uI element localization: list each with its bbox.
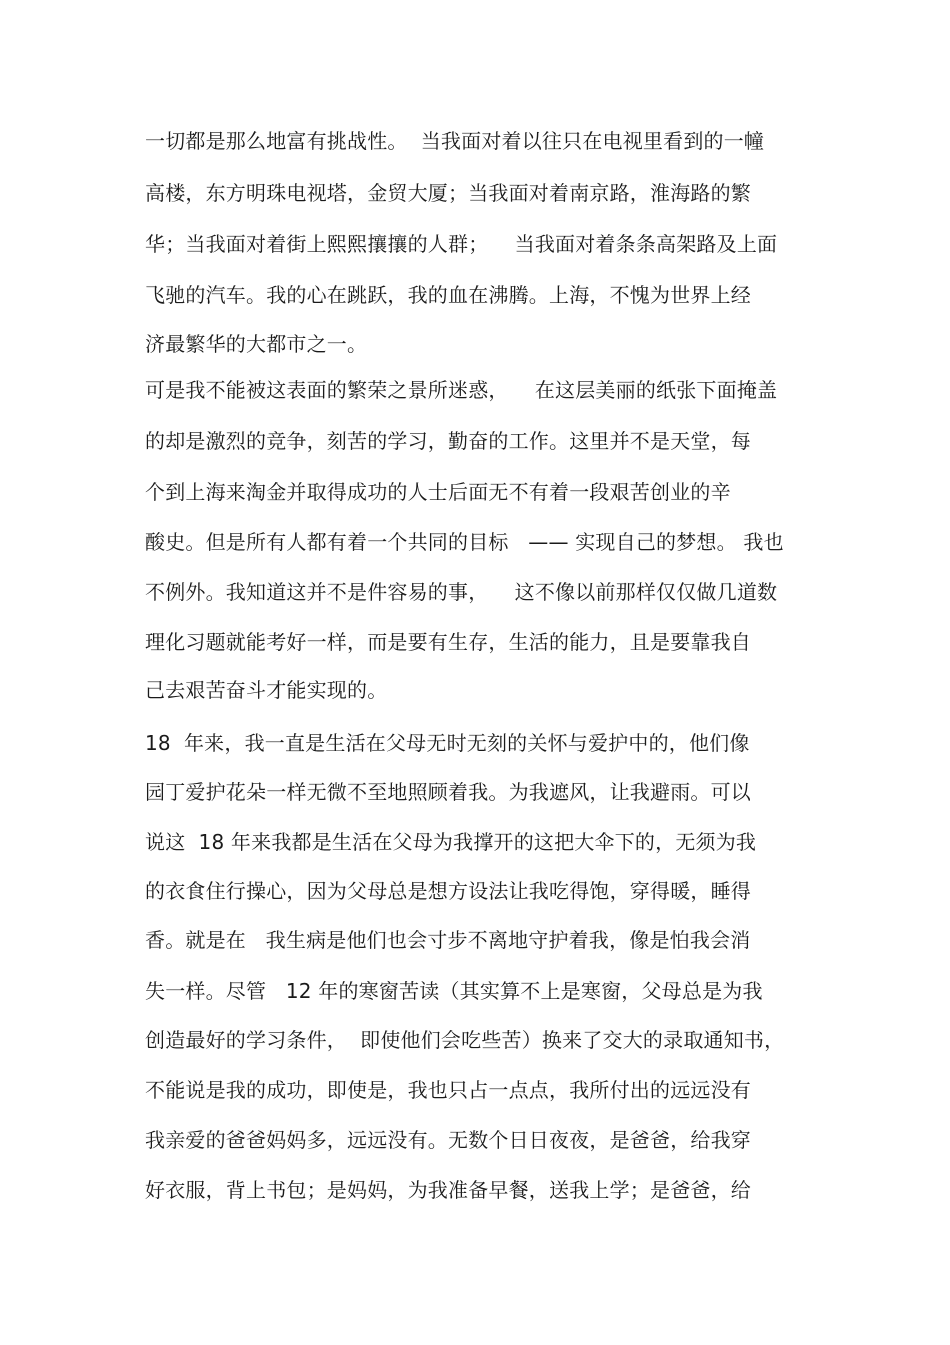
text-line: 可是我不能被这表面的繁荣之景所迷惑， 在这层美丽的纸张下面掩盖 [145, 378, 778, 402]
text-line: 香。就是在 我生病是他们也会寸步不离地守护着我，像是怕我会消 [145, 928, 751, 952]
text-line: 个到上海来淘金并取得成功的人士后面无不有着一段艰苦创业的辛 [145, 480, 731, 504]
text-line: 不例外。我知道这并不是件容易的事， 这不像以前那样仅仅做几道数 [145, 580, 778, 604]
text-line: 的衣食住行操心，因为父母总是想方设法让我吃得饱，穿得暖，睡得 [145, 879, 751, 903]
text-line: 好衣服，背上书包；是妈妈，为我准备早餐，送我上学；是爸爸，给 [145, 1178, 751, 1202]
text-line: 的却是激烈的竞争，刻苦的学习，勤奋的工作。这里并不是天堂，每 [145, 429, 751, 453]
text-line: 创造最好的学习条件， 即使他们会吃些苦）换来了交大的录取通知书， [145, 1028, 785, 1052]
text-line: 我亲爱的爸爸妈妈多，远远没有。无数个日日夜夜，是爸爸，给我穿 [145, 1128, 751, 1152]
text-line: 一切都是那么地富有挑战性。 当我面对着以往只在电视里看到的一幢 [145, 129, 765, 153]
text-line: 飞驰的汽车。我的心在跳跃，我的血在沸腾。上海，不愧为世界上经 [145, 283, 751, 307]
text-line: 失一样。尽管 12 年的寒窗苦读（其实算不上是寒窗，父母总是为我 [145, 979, 763, 1003]
text-line: 理化习题就能考好一样，而是要有生存，生活的能力，且是要靠我自 [145, 630, 751, 654]
text-line: 不能说是我的成功，即使是，我也只占一点点，我所付出的远远没有 [145, 1078, 751, 1102]
text-line: 华；当我面对着街上熙熙攘攘的人群； 当我面对着条条高架路及上面 [145, 232, 778, 256]
text-line: 酸史。但是所有人都有着一个共同的目标 —— 实现自己的梦想。 我也 [145, 530, 784, 554]
text-line: 高楼，东方明珠电视塔，金贸大厦；当我面对着南京路，淮海路的繁 [145, 181, 751, 205]
text-line: 己去艰苦奋斗才能实现的。 [145, 678, 388, 702]
text-line: 园丁爱护花朵一样无微不至地照顾着我。为我遮风，让我避雨。可以 [145, 780, 751, 804]
text-line: 18 年来，我一直是生活在父母无时无刻的关怀与爱护中的，他们像 [145, 731, 750, 755]
text-line: 济最繁华的大都市之一。 [145, 332, 368, 356]
text-line: 说这 18 年来我都是生活在父母为我撑开的这把大伞下的，无须为我 [145, 830, 757, 854]
